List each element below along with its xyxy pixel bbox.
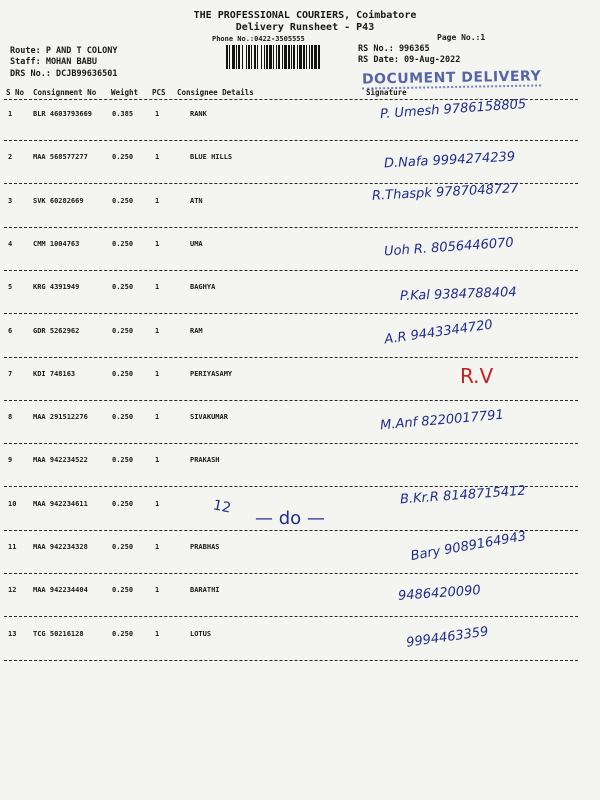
row-consignee: LOTUS [190,629,212,638]
row-consignee: RANK [190,110,207,118]
row-consignee: UMA [190,239,203,248]
row-weight: 0.250 [112,153,134,162]
row-consignment-no: MAA 942234404 [33,586,88,595]
row-signature: R.V [460,363,494,388]
row-consignment-no: MAA 568577277 [33,153,88,162]
barcode-graphic [226,45,352,69]
row-signature: 9994463359 [405,623,490,651]
row-consignment-no: BLR 4603793669 [33,110,93,118]
runsheet-title: Delivery Runsheet - P43 [235,22,375,33]
barcode-bar [276,45,277,69]
row-consignment-no: GDR 5262962 [33,326,80,335]
row-pcs: 1 [155,456,160,465]
barcode-bar [303,45,305,69]
barcode-bar [309,45,310,69]
row-divider [4,443,578,444]
row-sno: 6 [8,326,13,335]
row-sno: 1 [8,110,13,118]
row-consignment-no: KDI 748163 [33,369,76,378]
row-divider [4,573,578,574]
page-number: Page No.:1 [437,33,486,42]
row-weight: 0.250 [112,499,134,508]
row-sno: 7 [8,369,13,378]
rs-number: RS No.: 996365 [358,44,430,54]
row-consignee: RAM [190,326,203,335]
col-pcs: PCS [152,88,166,97]
barcode-bar [306,45,307,69]
barcode [226,45,352,69]
row-signature: 9486420090 [397,583,482,605]
barcode-bar [297,45,298,69]
row-consignment-no: CMM 1004763 [33,239,80,248]
row-divider [4,227,578,228]
row-consignee: BLUE HILLS [190,153,233,162]
row-weight: 0.250 [112,413,134,422]
row-pcs: 1 [155,196,160,205]
barcode-bar [314,45,317,69]
row-weight: 0.250 [112,196,134,205]
row-weight: 0.250 [112,239,134,248]
barcode-bar [266,45,268,69]
col-sno: S No [6,88,25,97]
row-sno: 4 [8,239,13,248]
barcode-bar [246,45,247,69]
barcode-bar [254,45,256,69]
row-consignment-no: MAA 942234522 [33,456,88,465]
route: Route: P AND T COLONY [10,46,118,56]
row10-mark: 12 [211,497,233,517]
barcode-bar [248,45,250,69]
row-signature: Bary 9089164943 [409,528,528,565]
row-pcs: 1 [155,326,160,335]
row-consignee: SIVAKUMAR [190,413,228,422]
row-pcs: 1 [155,499,160,508]
barcode-bar [273,45,274,69]
row-sno: 9 [8,456,13,465]
row-pcs: 1 [155,153,160,162]
row-sno: 5 [8,283,13,292]
barcode-bar [291,45,292,69]
col-weight: Weight [111,88,139,97]
barcode-bar [284,45,287,69]
ditto-mark: — do — [255,508,325,529]
row-weight: 0.250 [112,629,134,638]
row-pcs: 1 [155,283,160,292]
row-divider [4,616,578,617]
barcode-bar [278,45,280,69]
row-consignment-no: KRG 4391949 [33,283,80,292]
barcode-bar [299,45,302,69]
row-consignment-no: TCG 50216128 [33,629,84,638]
barcode-bar [264,45,265,69]
barcode-bar [229,45,230,69]
row-signature: P.Kal 9384788404 [399,285,517,305]
barcode-bar [242,45,243,69]
row-weight: 0.250 [112,586,134,595]
row-weight: 0.250 [112,456,134,465]
row-signature: Uoh R. 8056446070 [383,235,515,260]
barcode-bar [257,45,258,69]
company-title: THE PROFESSIONAL COURIERS, Coimbatore [193,10,417,21]
drs-number: DRS No.: DCJB99636501 [10,69,118,79]
barcode-bar [311,45,313,69]
barcode-bar [226,45,228,69]
row-sno: 10 [8,499,17,508]
row-divider [4,357,578,358]
row-pcs: 1 [155,413,160,422]
row-consignee: PRAKASH [190,456,220,465]
phone-number: Phone No.:0422-3505555 [212,35,305,43]
row-consignment-no: SVK 60282669 [33,196,84,205]
staff: Staff: MOHAN BABU [10,57,97,67]
col-signature: Signature [366,88,407,97]
row-consignment-no: MAA 942234328 [33,543,88,551]
row-signature: B.Kr.R 8148715412 [399,483,527,508]
row-signature: A.R 9443344720 [383,316,494,348]
row-pcs: 1 [155,629,160,638]
barcode-bar [232,45,235,69]
row-pcs: 1 [155,369,160,378]
row-consignment-no: MAA 942234611 [33,499,88,508]
row-divider [4,660,578,661]
document-delivery-stamp: DOCUMENT DELIVERY [361,68,542,88]
row-signature: P. Umesh 9786158805 [379,96,527,123]
barcode-bar [288,45,290,69]
row-sno: 3 [8,196,13,205]
row-divider [4,270,578,271]
row-sno: 11 [8,543,17,551]
col-consignment: Consignment No [33,88,97,97]
barcode-bar [269,45,272,69]
barcode-bar [238,45,240,69]
rs-date: RS Date: 09-Aug-2022 [358,55,461,65]
row-consignee: ATN [190,196,203,205]
row-weight: 0.250 [112,543,134,551]
barcode-bar [293,45,295,69]
row-sno: 8 [8,413,13,422]
row-consignment-no: MAA 291512276 [33,413,88,422]
row-pcs: 1 [155,586,160,595]
row-pcs: 1 [155,543,160,551]
row-sno: 13 [8,629,17,638]
col-consignee: Consignee Details [177,88,254,97]
row-divider [4,400,578,401]
barcode-bar [251,45,252,69]
row-sno: 2 [8,153,13,162]
row-signature: R.Thaspk 9787048727 [371,180,520,204]
row-sno: 12 [8,586,17,595]
row-signature: M.Anf 8220017791 [379,407,505,434]
barcode-bar [261,45,262,69]
row-divider [4,140,578,141]
row-pcs: 1 [155,239,160,248]
row-pcs: 1 [155,110,160,118]
row-consignee: PERIYASAMY [190,369,233,378]
barcode-bar [282,45,283,69]
row-weight: 0.250 [112,326,134,335]
row-signature: D.Nafa 9994274239 [383,149,516,172]
barcode-bar [236,45,237,69]
row-divider [4,313,578,314]
row-consignee: PRABHAS [190,543,220,551]
row-consignee: BARATHI [190,586,220,595]
row-consignee: BAGHYA [190,283,216,292]
row-weight: 0.250 [112,369,134,378]
barcode-bar [318,45,320,69]
row-weight: 0.385 [112,110,134,118]
row-weight: 0.250 [112,283,134,292]
row-divider [4,530,578,531]
